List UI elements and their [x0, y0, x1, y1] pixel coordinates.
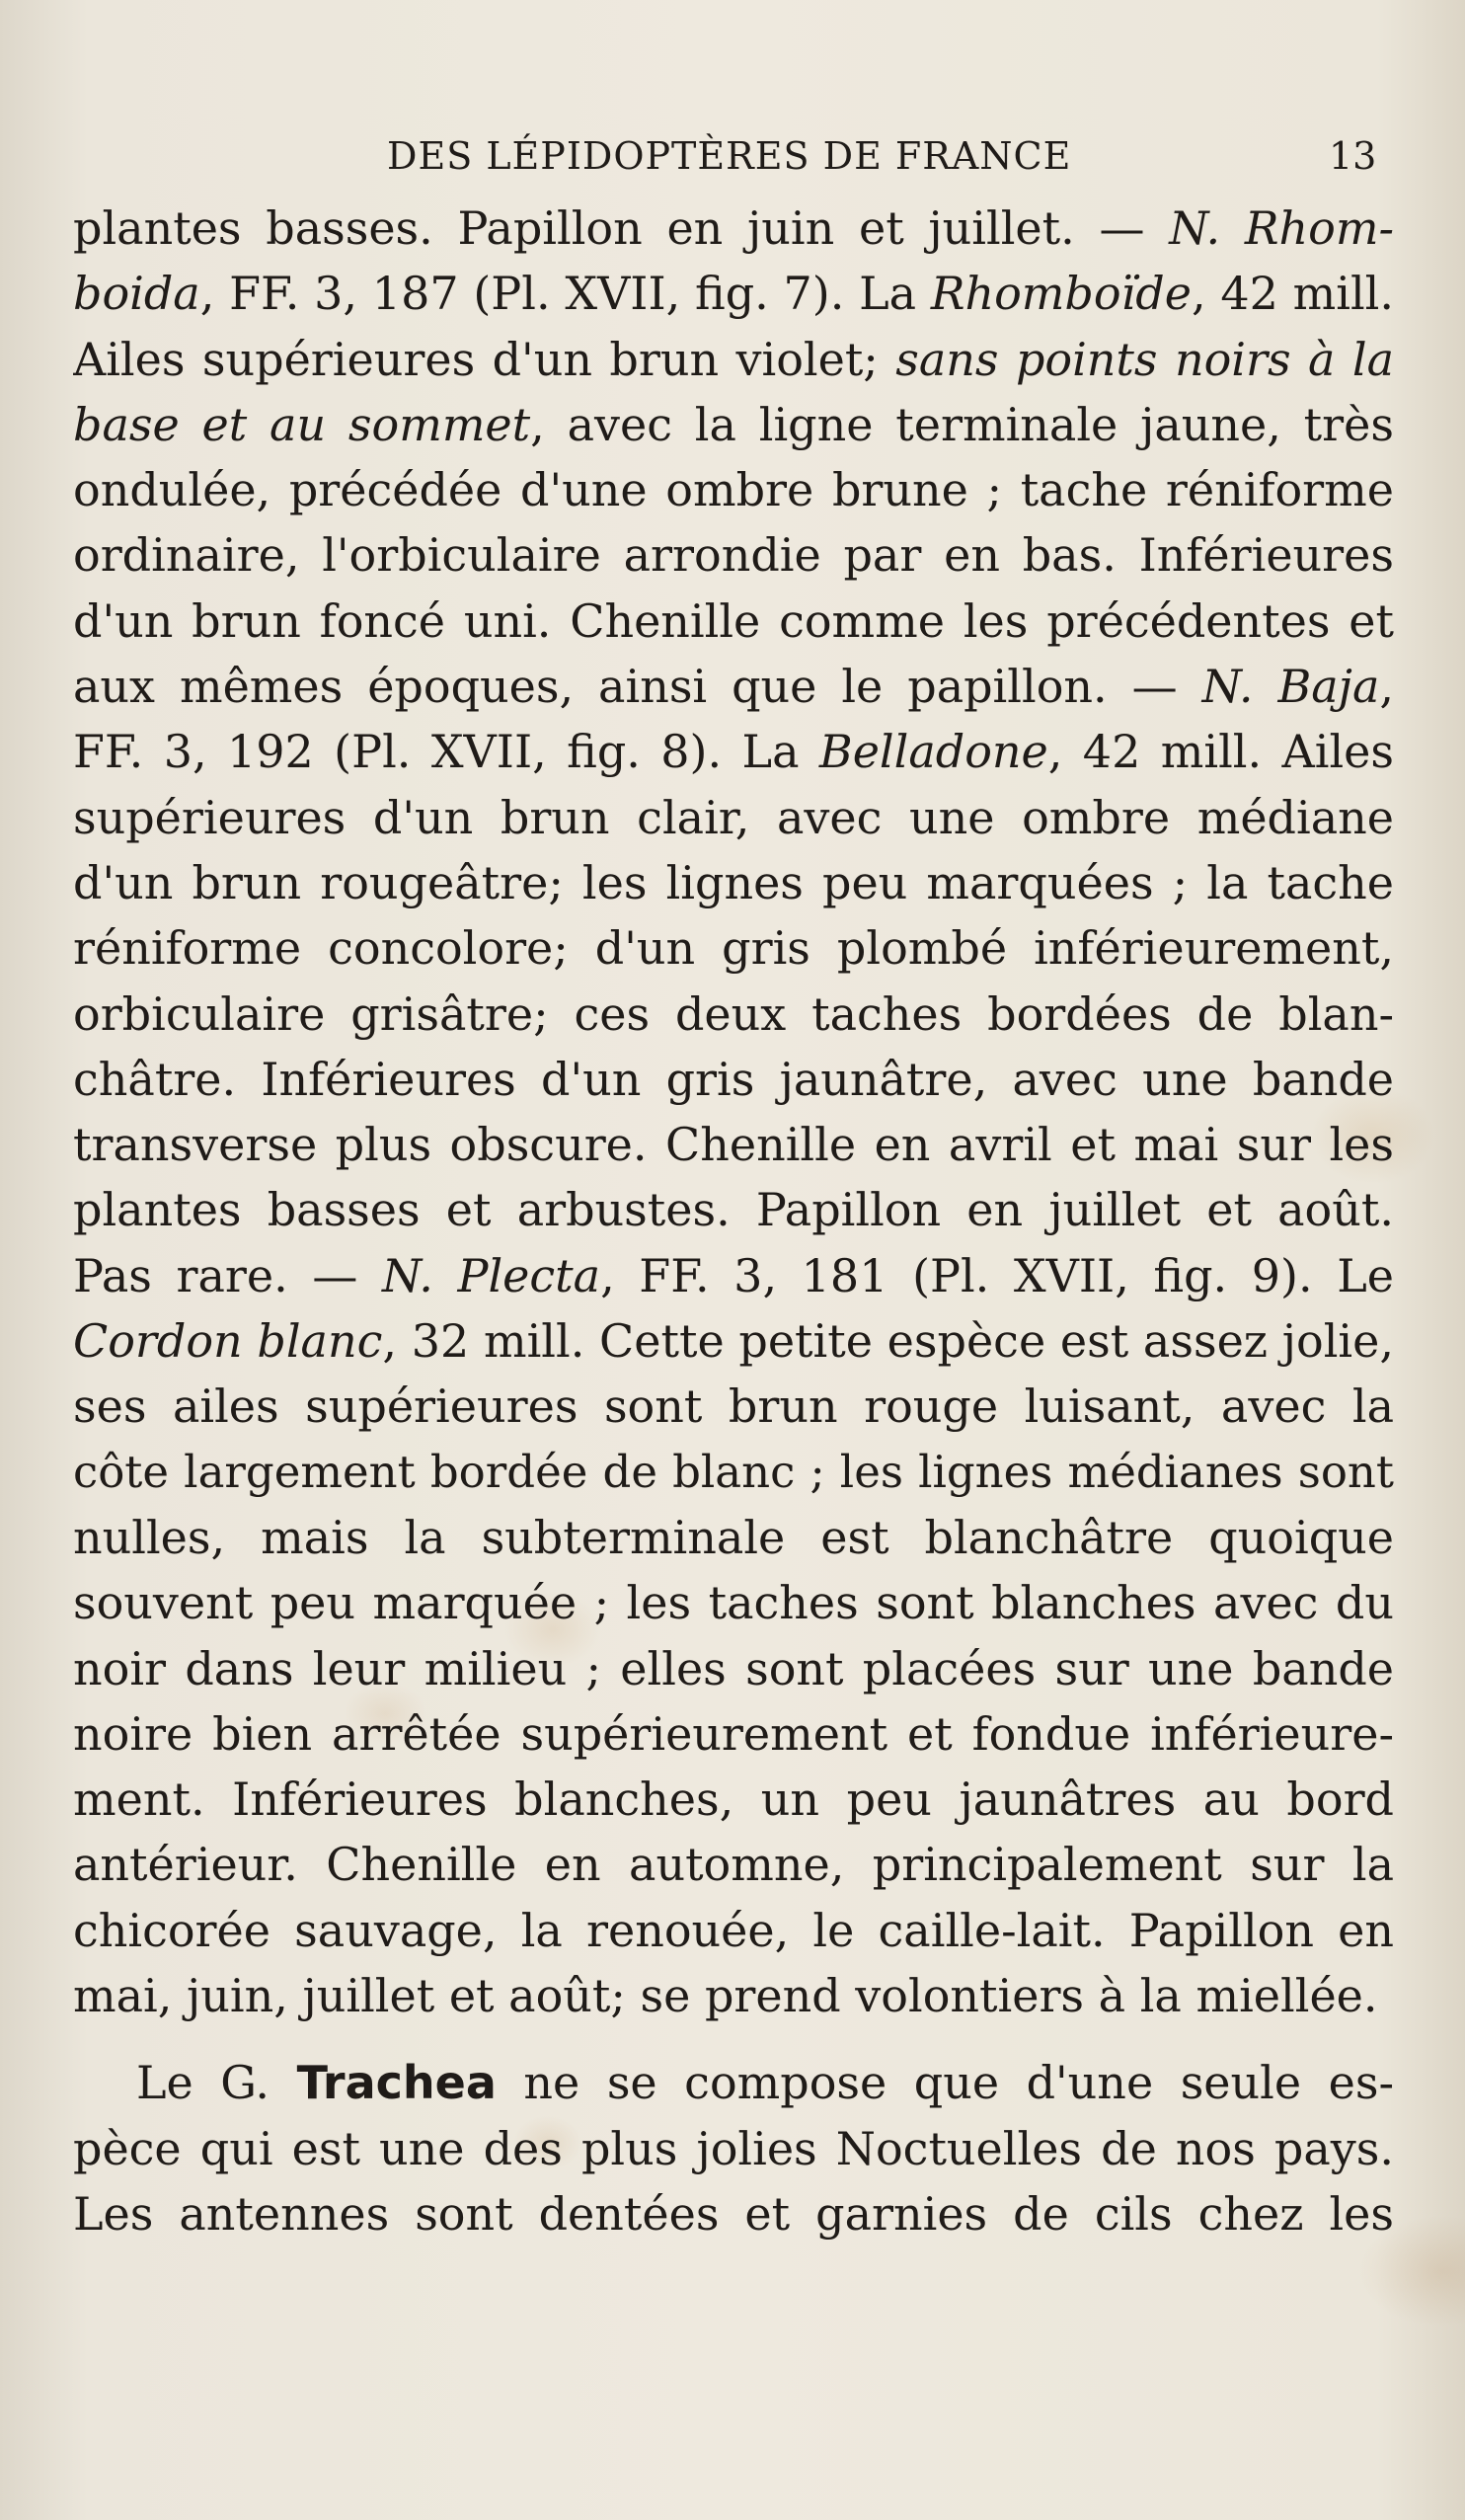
text-line: [73, 1177, 1394, 1242]
italic-text: N. Rhom-: [1169, 201, 1394, 255]
text-line: [73, 1963, 1394, 2028]
text-line: [73, 850, 1394, 915]
text-segment: supérieures d'un brun clair, avec une ombre médiane: [73, 790, 1394, 844]
text-segment: plantes basses et arbustes. Papillon en juillet et août.: [73, 1183, 1394, 1237]
italic-text: N. Plecta: [381, 1248, 601, 1302]
text-segment: chicorée sauvage, la renouée, le caille-lait. Papillon en: [73, 1903, 1394, 1957]
italic-text: Belladone: [818, 725, 1048, 779]
text-segment: orbiculaire grisâtre; ces deux taches bordées de blan-: [73, 986, 1394, 1041]
text-segment: côte largement bordée de blanc ; les lignes médianes sont: [73, 1445, 1394, 1498]
text-line: [73, 1505, 1394, 1570]
text-line: [73, 1440, 1394, 1505]
text-line: [73, 327, 1394, 392]
running-header: [0, 126, 1465, 186]
text-line: [73, 2181, 1394, 2246]
text-line: [73, 1308, 1394, 1374]
text-segment: , FF. 3, 181 (Pl. XVII, fig. 9). Le: [600, 1248, 1394, 1302]
text-segment: réniforme concolore; d'un gris plombé inférieurement,: [73, 921, 1394, 976]
text-segment: aux mêmes époques, ainsi que le papillon. —: [73, 660, 1202, 714]
text-line: [73, 719, 1394, 784]
text-line: [73, 1701, 1394, 1767]
text-segment: Le G.: [136, 2056, 297, 2110]
italic-text: N. Baja: [1201, 660, 1380, 714]
text-segment: ,: [1379, 660, 1394, 714]
text-segment: d'un brun foncé uni. Chenille comme les précédentes et: [73, 593, 1394, 648]
text-line: [73, 1636, 1394, 1701]
text-line: [73, 2116, 1394, 2181]
text-line: [73, 1243, 1394, 1308]
italic-text: sans points noirs à la: [895, 332, 1394, 386]
italic-text: base et au sommet: [73, 397, 531, 451]
italic-text: Rhomboïde: [930, 267, 1192, 321]
text-segment: Les antennes sont dentées et garnies de cils chez les: [73, 2186, 1394, 2241]
text-segment: , 32 mill. Cette petite espèce est assez jolie,: [382, 1314, 1394, 1369]
text-line: [73, 654, 1394, 719]
text-segment: noire bien arrêtée supérieurement et fondue inférieure-: [73, 1706, 1394, 1761]
text-line: [73, 1374, 1394, 1439]
text-segment: , 42 mill.: [1191, 267, 1394, 321]
text-segment: , avec la ligne terminale jaune, très: [530, 397, 1394, 451]
text-segment: , 42 mill. Ailes: [1047, 725, 1394, 779]
text-line: [73, 1570, 1394, 1635]
text-segment: nulles, mais la subterminale est blanchâtre quoique: [73, 1510, 1394, 1564]
page-number: 13: [1329, 134, 1377, 178]
text-line: [73, 261, 1394, 326]
text-line: [73, 522, 1394, 588]
text-segment: ses ailes supérieures sont brun rouge luisant, avec la: [73, 1379, 1394, 1434]
text-line: [73, 1047, 1394, 1112]
text-segment: transverse plus obscure. Chenille en avril et mai sur les: [73, 1118, 1394, 1172]
text-segment: Pas rare. —: [73, 1248, 382, 1302]
text-line: [73, 1767, 1394, 1832]
text-line: [73, 589, 1394, 654]
text-line: [73, 392, 1394, 457]
text-segment: , FF. 3, 187 (Pl. XVII, fig. 7). La: [199, 267, 931, 321]
text-segment: ment. Inférieures blanches, un peu jaunâtres au bord: [73, 1772, 1394, 1827]
text-line: [73, 196, 1394, 261]
text-line: [73, 457, 1394, 522]
text-segment: antérieur. Chenille en automne, principalement sur la: [73, 1838, 1394, 1892]
text-line: [73, 982, 1394, 1047]
text-segment: Ailes supérieures d'un brun violet;: [73, 332, 896, 386]
italic-text: boida: [73, 267, 200, 321]
text-segment: mai, juin, juillet et août; se prend volontiers à la miellée.: [73, 1969, 1378, 2023]
text-segment: châtre. Inférieures d'un gris jaunâtre, avec une bande: [73, 1052, 1394, 1106]
text-segment: FF. 3, 192 (Pl. XVII, fig. 8). La: [73, 725, 819, 779]
text-line: [73, 2050, 1394, 2115]
text-segment: souvent peu marquée ; les taches sont blanches avec du: [73, 1576, 1394, 1630]
text-segment: pèce qui est une des plus jolies Noctuelles de nos pays.: [73, 2121, 1394, 2175]
text-line: [73, 1832, 1394, 1897]
text-line: [73, 1898, 1394, 1963]
text-line: [73, 785, 1394, 850]
text-segment: ordinaire, l'orbiculaire arrondie par en bas. Inférieures: [73, 528, 1394, 583]
text-line: [73, 915, 1394, 981]
text-segment: ne se compose que d'une seule es-: [496, 2056, 1394, 2110]
text-segment: ondulée, précédée d'une ombre brune ; tache réniforme: [73, 463, 1394, 517]
text-segment: noir dans leur milieu ; elles sont placées sur une bande: [73, 1641, 1394, 1695]
text-segment: d'un brun rougeâtre; les lignes peu marquées ; la tache: [73, 855, 1394, 909]
bold-genus-name: Trachea: [296, 2056, 497, 2110]
running-title: DES LÉPIDOPTÈRES DE FRANCE: [387, 134, 1072, 178]
body-text: [73, 196, 1394, 2246]
italic-text: Cordon blanc: [73, 1314, 383, 1369]
text-line: [73, 1112, 1394, 1177]
text-segment: plantes basses. Papillon en juin et juillet. —: [73, 201, 1170, 255]
